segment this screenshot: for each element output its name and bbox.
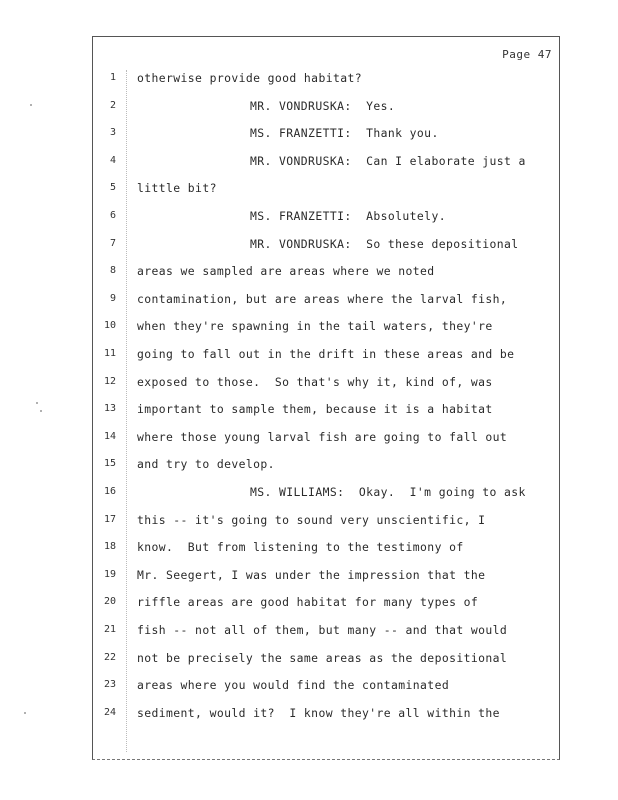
transcript-line [0, 427, 618, 447]
line-number: 9 [109, 292, 116, 304]
scan-speck [24, 712, 26, 714]
line-number: 15 [103, 458, 116, 470]
line-text: riffle areas are good habitat for many types of [137, 595, 479, 610]
transcript-line [0, 565, 618, 585]
transcript-line [0, 372, 618, 392]
line-text: this -- it's going to sound very unscientific, I [137, 512, 486, 527]
line-number: 21 [103, 624, 116, 635]
line-text: when they're spawning in the tail waters, they're [137, 319, 493, 334]
transcript-line [0, 96, 618, 116]
line-text: not be precisely the same areas as the depositional [137, 650, 508, 665]
line-number: 18 [103, 541, 116, 553]
line-number: 7 [109, 237, 116, 249]
line-number: 17 [103, 513, 116, 525]
scan-speck [36, 402, 38, 404]
transcript-line [0, 316, 618, 336]
transcript-line [0, 399, 618, 419]
transcript-line [0, 151, 618, 171]
line-number: 12 [103, 375, 116, 387]
line-number: 2 [109, 99, 116, 111]
line-number: 13 [103, 403, 116, 415]
transcript-line [0, 675, 618, 695]
line-text: important to sample them, because it is a habitat [137, 402, 493, 417]
transcript-line [0, 289, 618, 309]
line-text: areas where you would find the contaminated [137, 678, 450, 693]
line-text: MR. VONDRUSKA: So these depositional [250, 236, 519, 251]
transcript-line [0, 482, 618, 502]
line-text: MR. VONDRUSKA: Can I elaborate just a [250, 153, 526, 168]
transcript-line [0, 344, 618, 364]
transcript-line [0, 234, 618, 254]
line-number: 8 [109, 265, 116, 277]
line-text: exposed to those. So that's why it, kind of, was [137, 374, 493, 389]
transcript-line [0, 620, 618, 640]
line-number: 5 [109, 182, 116, 194]
line-number: 16 [103, 486, 116, 497]
line-text: MS. FRANZETTI: Thank you. [250, 126, 439, 141]
line-number: 24 [103, 706, 116, 718]
line-text: know. But from listening to the testimony of [137, 540, 464, 555]
transcript-line [0, 454, 618, 474]
transcript-line [0, 261, 618, 281]
transcript-line [0, 648, 618, 668]
line-text: going to fall out in the drift in these areas and be [137, 347, 515, 361]
transcript-line [0, 68, 618, 88]
scan-speck [40, 410, 42, 412]
line-number: 6 [109, 210, 116, 221]
line-number: 19 [103, 568, 116, 580]
line-number: 23 [103, 679, 116, 691]
scan-speck [30, 104, 32, 106]
line-number: 10 [103, 320, 116, 332]
line-number: 22 [103, 651, 116, 663]
line-text: Mr. Seegert, I was under the impression that the [137, 567, 486, 582]
transcript-line [0, 123, 618, 143]
line-number: 11 [103, 348, 116, 359]
line-text: sediment, would it? I know they're all within the [137, 705, 500, 720]
transcript-line [0, 537, 618, 557]
transcript-line [0, 592, 618, 612]
line-number: 4 [109, 154, 116, 166]
line-number: 3 [109, 127, 116, 139]
line-number: 14 [103, 430, 116, 442]
line-text: areas we sampled are areas where we noted [137, 264, 435, 279]
transcript-line [0, 703, 618, 723]
page-number: Page 47 [502, 48, 552, 61]
line-text: little bit? [137, 181, 217, 196]
transcript-line [0, 510, 618, 530]
line-text: otherwise provide good habitat? [137, 71, 362, 85]
line-text: contamination, but are areas where the larval fish, [137, 291, 508, 306]
transcript-line [0, 206, 618, 226]
transcript-line [0, 178, 618, 198]
line-text: where those young larval fish are going to fall out [137, 429, 508, 444]
line-text: fish -- not all of them, but many -- and that would [137, 623, 508, 637]
line-number: 20 [103, 596, 116, 608]
line-text: MS. FRANZETTI: Absolutely. [250, 209, 446, 223]
line-number: 1 [109, 72, 116, 83]
line-text: MS. WILLIAMS: Okay. I'm going to ask [250, 485, 526, 499]
line-text: MR. VONDRUSKA: Yes. [250, 98, 396, 113]
line-text: and try to develop. [137, 457, 275, 472]
